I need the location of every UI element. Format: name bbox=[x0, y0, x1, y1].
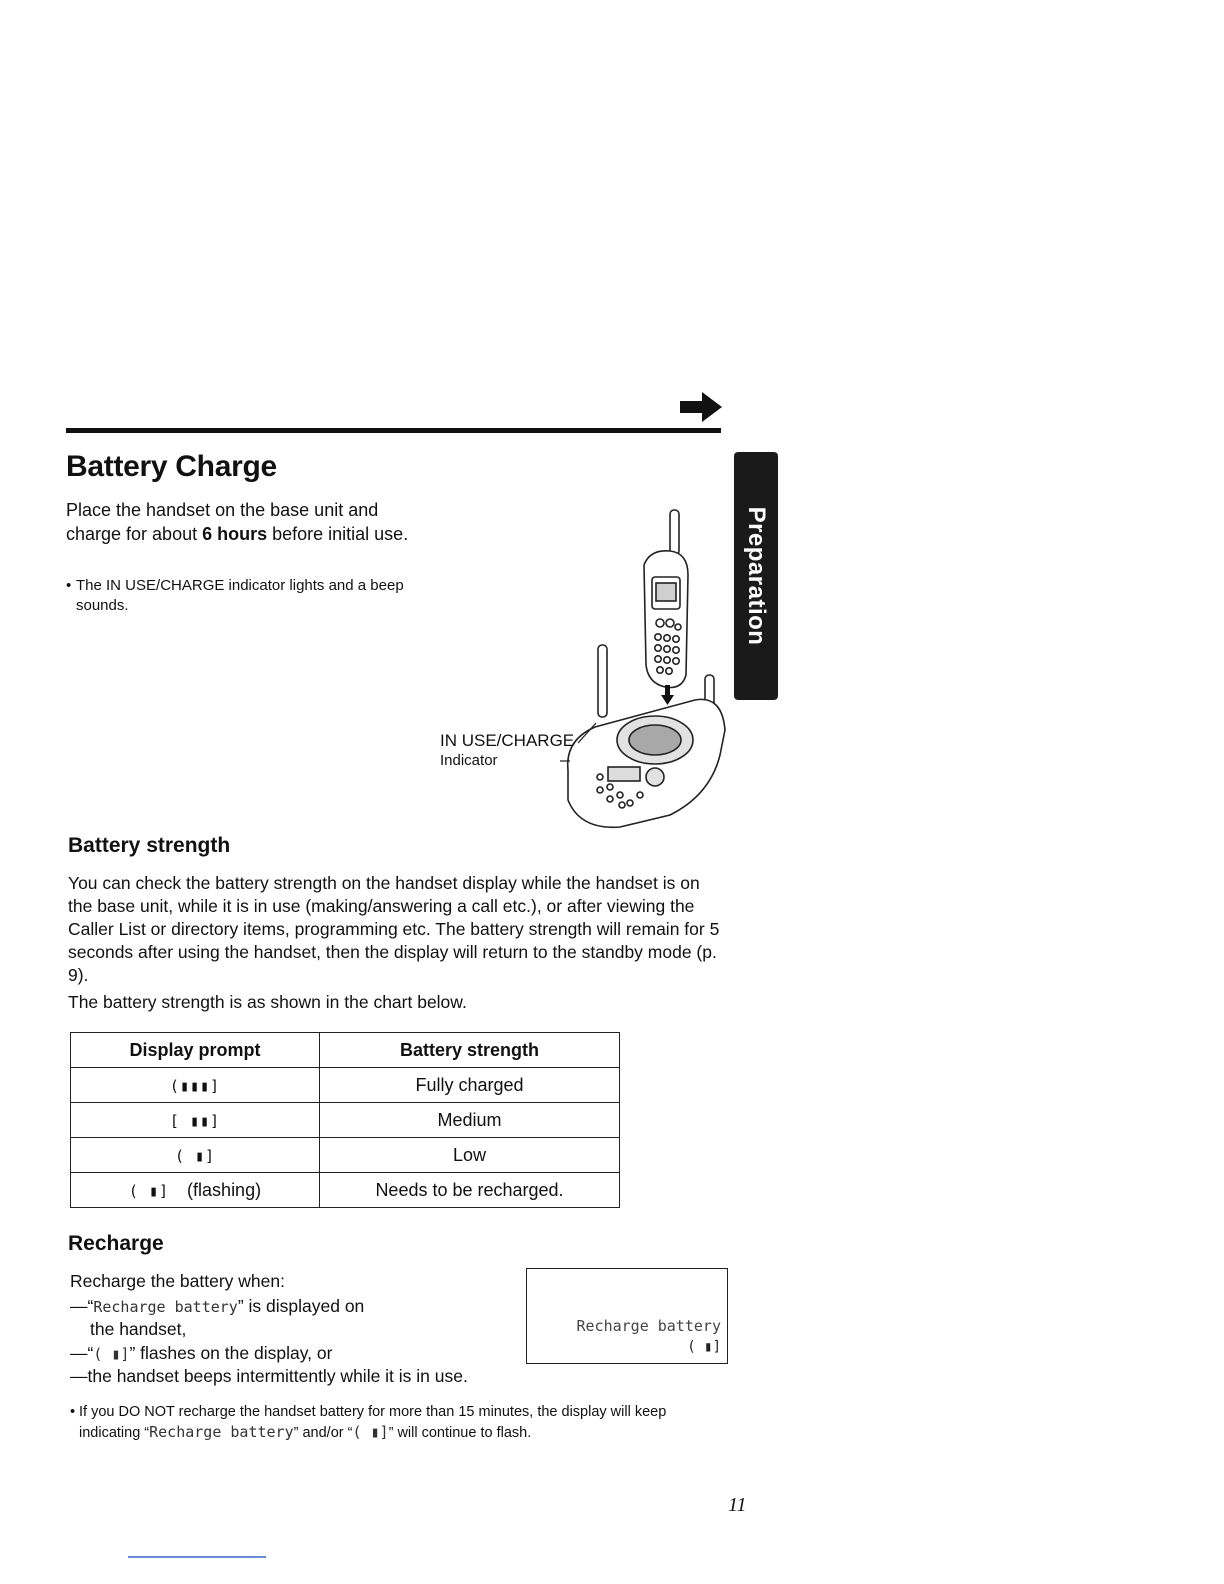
display-prompt-cell bbox=[71, 1103, 320, 1138]
header-display-prompt: Display prompt bbox=[71, 1033, 320, 1068]
intro-text-start: Place the handset on the base unit and charge for about bbox=[66, 500, 379, 544]
battery-strength-table bbox=[70, 1032, 620, 1208]
battery-strength-heading: Battery strength bbox=[68, 834, 231, 857]
display-prompt-cell bbox=[71, 1138, 320, 1173]
page-title: Battery Charge bbox=[66, 450, 277, 483]
intro-paragraph bbox=[66, 498, 426, 546]
dash-quote: —“ bbox=[70, 1343, 94, 1363]
recharge-condition-3: —the handset beeps intermittently while it is in use. bbox=[70, 1366, 468, 1386]
condition-text: ” is displayed on bbox=[237, 1296, 365, 1316]
handset-base-illustration bbox=[560, 505, 740, 830]
right-arrow-icon bbox=[680, 392, 722, 422]
battery-prompt: (▮▮▮] bbox=[169, 1076, 221, 1095]
table-row bbox=[71, 1068, 620, 1103]
battery-strength-paragraph: You can check the battery strength on the handset display while the handset is on the base unit, while it is in use (making/answering a call etc.), or after viewing the Caller List or directory items, programming etc. The battery strength will remain for 5 seconds after using the handset, then the display will return to the standby mode (p. 9). bbox=[68, 873, 720, 985]
header-battery-strength: Battery strength bbox=[320, 1033, 620, 1068]
strength-cell: Fully charged bbox=[320, 1068, 620, 1103]
battery-prompt: ( ▮] bbox=[352, 1423, 389, 1441]
recharge-note-text bbox=[70, 1402, 730, 1443]
table-header-row bbox=[71, 1033, 620, 1068]
battery-icon: ( ▮] bbox=[687, 1339, 721, 1355]
note-text: ” will continue to flash. bbox=[388, 1425, 532, 1441]
battery-prompt: ( ▮] bbox=[174, 1146, 216, 1165]
intro-text-end: before initial use. bbox=[267, 524, 409, 544]
bottom-divider bbox=[128, 1556, 266, 1558]
display-message: Recharge battery bbox=[149, 1423, 294, 1441]
section-rule bbox=[66, 428, 721, 433]
dash-quote: —“ bbox=[70, 1296, 94, 1316]
strength-cell: Needs to be recharged. bbox=[320, 1173, 620, 1208]
side-tab-label: Preparation bbox=[743, 506, 770, 646]
recharge-condition-1-continued: the handset, bbox=[90, 1319, 187, 1339]
intro-note-text: The IN USE/CHARGE indicator lights and a beep sounds. bbox=[76, 577, 404, 614]
display-message: Recharge battery bbox=[93, 1298, 238, 1316]
note-text: ” and/or “ bbox=[293, 1425, 353, 1441]
intro-note bbox=[66, 576, 426, 616]
strength-cell: Medium bbox=[320, 1103, 620, 1138]
table-row bbox=[71, 1138, 620, 1173]
recharge-condition-1 bbox=[70, 1295, 364, 1319]
display-recharge-text: Recharge battery bbox=[576, 1317, 721, 1335]
display-prompt-cell bbox=[71, 1173, 320, 1208]
display-prompt-cell bbox=[71, 1068, 320, 1103]
bullet: • bbox=[66, 577, 72, 594]
recharge-heading: Recharge bbox=[68, 1232, 164, 1255]
recharge-condition-2 bbox=[70, 1342, 332, 1366]
recharge-note bbox=[70, 1402, 730, 1443]
page-number: 11 bbox=[728, 1494, 747, 1516]
table-row bbox=[71, 1173, 620, 1208]
indicator-label-line1: IN USE/CHARGE bbox=[440, 731, 575, 750]
note-text: If you DO NOT recharge the handset battery for more than 15 minutes, the display will keep indicating “ bbox=[79, 1404, 667, 1441]
battery-prompt: ( ▮] bbox=[128, 1181, 170, 1200]
handset-display-panel bbox=[526, 1268, 728, 1364]
table-row bbox=[71, 1103, 620, 1138]
indicator-label-line2: Indicator bbox=[440, 752, 498, 769]
chart-intro-text: The battery strength is as shown in the chart below. bbox=[68, 992, 467, 1012]
strength-cell: Low bbox=[320, 1138, 620, 1173]
intro-bold-hours: 6 hours bbox=[202, 524, 268, 544]
flashing-label: (flashing) bbox=[187, 1179, 262, 1200]
condition-text: ” flashes on the display, or bbox=[129, 1343, 333, 1363]
battery-prompt: [ ▮▮] bbox=[169, 1111, 221, 1130]
recharge-intro: Recharge the battery when: bbox=[70, 1271, 285, 1291]
bullet: • bbox=[70, 1404, 76, 1420]
battery-prompt: ( ▮] bbox=[93, 1345, 130, 1363]
section-side-tab bbox=[734, 452, 778, 700]
